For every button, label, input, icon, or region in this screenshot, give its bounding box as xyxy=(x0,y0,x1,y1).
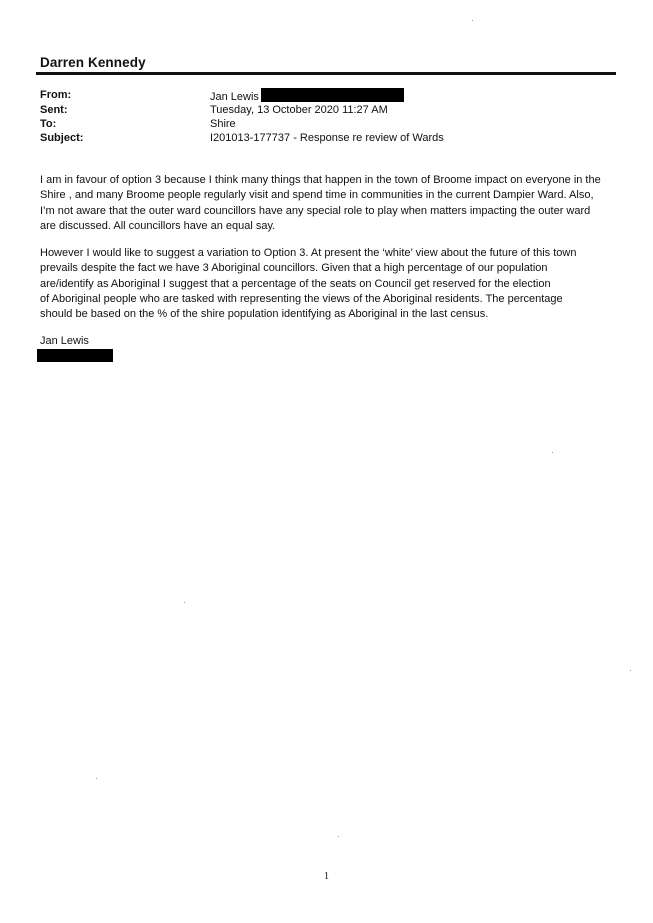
page-number: 1 xyxy=(324,871,329,882)
header-row-sent xyxy=(40,103,620,118)
to-value: Shire xyxy=(210,118,236,130)
subject-label: Subject: xyxy=(40,132,84,144)
header-row-subject xyxy=(40,131,620,146)
body-paragraph-2: However I would like to suggest a variation to Option 3. At present the ‘white’ view about the future of this town prevails despite the fact we have 3 Aboriginal councillors. Given that a high percentage of our population are/identify as Aboriginal I suggest that a percentage of the seats on Council get reserved for the election of Aboriginal people who are tasked with representing the views of the Aboriginal residents. The percentage should be based on the % of the shire population identifying as Aboriginal in the last census. xyxy=(40,247,577,321)
scan-speck xyxy=(472,20,473,21)
redacted-email-address xyxy=(261,88,404,102)
scan-speck xyxy=(630,670,631,671)
subject-value: I201013-177737 - Response re review of Wards xyxy=(210,132,444,144)
header-row-from xyxy=(40,88,620,103)
header-divider xyxy=(36,72,616,75)
scan-speck xyxy=(552,452,553,453)
sent-value: Tuesday, 13 October 2020 11:27 AM xyxy=(210,104,388,116)
sent-label: Sent: xyxy=(40,104,68,116)
redacted-signature-contact xyxy=(37,349,113,362)
from-label: From: xyxy=(40,89,72,101)
sender-name: Darren Kennedy xyxy=(40,55,146,70)
from-value: Jan Lewis xyxy=(210,91,259,103)
signature-name: Jan Lewis xyxy=(40,335,89,347)
body-paragraph-1: I am in favour of option 3 because I think many things that happen in the town of Broome impact on everyone in the Shire , and many Broome people regularly visit and spend time in communities in the current Dampier Ward. Also, I’m not aware that the outer ward councillors have any special role to play when matters impacting the outer ward are discussed. All councillors have an equal say. xyxy=(40,174,601,232)
scan-speck xyxy=(184,602,185,603)
to-label: To: xyxy=(40,118,57,130)
header-row-to xyxy=(40,117,620,132)
scan-speck xyxy=(96,778,97,779)
scan-speck xyxy=(338,836,339,837)
